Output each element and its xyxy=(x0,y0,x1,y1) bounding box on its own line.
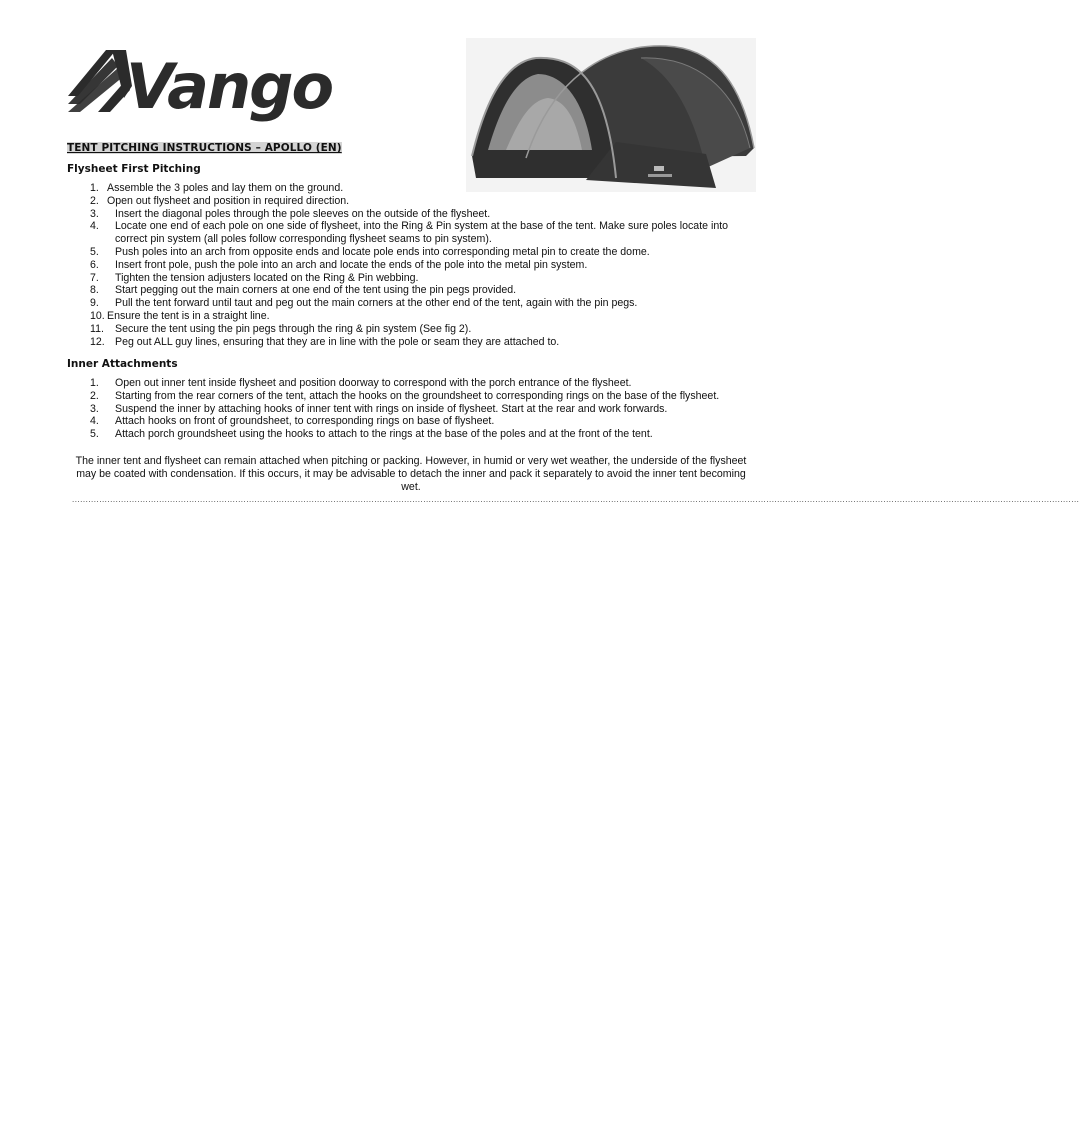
list-item: 11. Secure the tent using the pin pegs through the ring & pin system (See fig 2). xyxy=(90,322,472,335)
document-title: TENT PITCHING INSTRUCTIONS – APOLLO (EN) xyxy=(67,142,342,154)
inner-steps-list xyxy=(90,377,756,441)
brand-wordmark: Vango xyxy=(126,50,333,123)
list-item: 1. Assemble the 3 poles and lay them on the ground. xyxy=(90,182,344,194)
list-item: 5. Push poles into an arch from opposite ends and locate pole ends into corresponding metal pin to create the dome. xyxy=(90,245,650,258)
section-heading-flysheet: Flysheet First Pitching xyxy=(67,163,201,175)
list-item: 4. Attach hooks on front of groundsheet, to corresponding rings on base of flysheet. xyxy=(90,415,495,428)
vango-logo xyxy=(66,46,336,123)
list-item: 8. Start pegging out the main corners at one end of the tent using the pin pegs provided. xyxy=(90,284,517,297)
flysheet-steps-list xyxy=(90,182,756,348)
list-item: 6. Insert front pole, push the pole into an arch and locate the ends of the pole into the metal pin system. xyxy=(90,258,588,271)
list-item: 3. Suspend the inner by attaching hooks of inner tent with rings on inside of flysheet. Start at the rear and work forwards. xyxy=(90,402,668,415)
list-item: 4. Locate one end of each pole on one side of flysheet, into the Ring & Pin system at the base of the tent. Make sure poles locate into correct pin system (all poles follow corresponding flysheet seams to pin system). xyxy=(90,220,729,246)
list-item: 10. Ensure the tent is in a straight line. xyxy=(90,309,270,322)
dotted-divider: .................................................................................................................................................................................................................................................................................................................................................................................. xyxy=(72,495,1079,504)
condensation-note: The inner tent and flysheet can remain attached when pitching or packing. However, in humid or very wet weather, the underside of the flysheet may be coated with condensation. If this occurs, it may be advisable to detach the inner and pack it separately to avoid the inner tent becoming wet. xyxy=(75,455,747,493)
tent-image xyxy=(466,38,756,192)
list-item: 7. Tighten the tension adjusters located on the Ring & Pin webbing. xyxy=(90,271,419,284)
list-item: 9. Pull the tent forward until taut and peg out the main corners at the other end of the tent, again with the pin pegs. xyxy=(90,297,638,310)
list-item: 1. Open out inner tent inside flysheet and position doorway to correspond with the porch entrance of the flysheet. xyxy=(90,377,632,389)
list-item: 12. Peg out ALL guy lines, ensuring that they are in line with the pole or seam they are attached to. xyxy=(90,335,560,348)
section-heading-inner: Inner Attachments xyxy=(67,358,178,370)
list-item: 2. Starting from the rear corners of the tent, attach the hooks on the groundsheet to corresponding rings on the base of the flysheet. xyxy=(90,389,720,402)
list-item: 2. Open out flysheet and position in required direction. xyxy=(90,194,350,207)
list-item: 5. Attach porch groundsheet using the hooks to attach to the rings at the base of the poles and at the front of the tent. xyxy=(90,428,653,441)
list-item: 3. Insert the diagonal poles through the pole sleeves on the outside of the flysheet. xyxy=(90,207,491,220)
